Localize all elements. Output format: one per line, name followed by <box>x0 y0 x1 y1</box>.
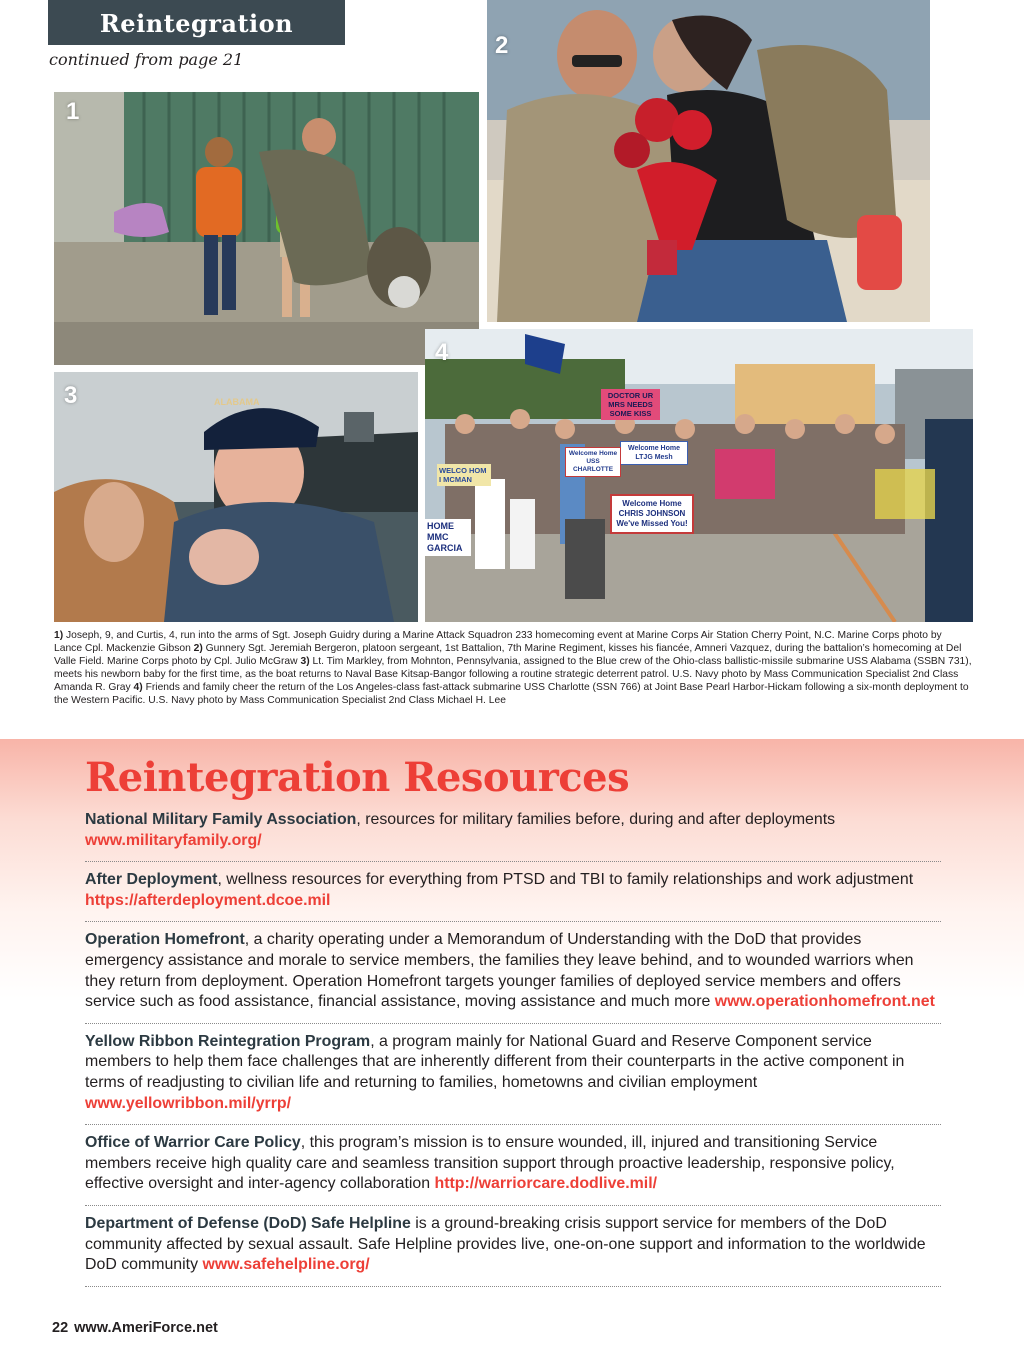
resource-desc: , a program mainly for National Guard and Reserve Component service members to help them face challenges that are inherently different from their counterparts in the active component in terms of readjusting to civilian life and returning to families, hometowns and civilian employment <box>85 1032 905 1091</box>
footer-site-link[interactable]: www.AmeriForce.net <box>74 1320 218 1336</box>
photo-2-image <box>487 0 930 322</box>
resource-link[interactable]: www.yellowribbon.mil/yrrp/ <box>85 1094 292 1112</box>
resources-title: Reintegration Resources <box>85 754 630 801</box>
sign-ltjg: Welcome Home LTJG Mesh <box>620 441 688 465</box>
resource-desc: , resources for military families before, during and after deployments <box>356 811 836 828</box>
photo-2-number: 2 <box>495 32 509 59</box>
resource-name: Operation Homefront <box>85 931 245 949</box>
sign-doctor: DOCTOR UR MRS NEEDS SOME KISS <box>601 389 660 420</box>
resource-link[interactable]: www.operationhomefront.net <box>714 993 935 1011</box>
resource-item-after-deployment <box>85 870 941 922</box>
resource-item-operation-homefront <box>85 930 941 1023</box>
resource-name: Office of Warrior Care Policy <box>85 1134 301 1152</box>
resource-desc: , a charity operating under a Memorandum of Understanding with the DoD that provides emergency assistance and morale to service members, the families they leave behind, and to wounded warriors when they return from deployment. Operation Homefront targets younger families of deployed service members and offers service such as food assistance, financial assistance, moving assistance and much more <box>85 931 914 1011</box>
photo-1 <box>54 92 479 365</box>
photo-1-number: 1 <box>66 98 80 125</box>
photo-4-number: 4 <box>435 339 449 366</box>
caption-num-3: 3) <box>300 655 310 667</box>
sign-mmc-garcia: HOME MMC GARCIA <box>425 519 471 556</box>
caption-num-4: 4) <box>133 681 143 693</box>
resource-link[interactable]: www.militaryfamily.org/ <box>85 831 262 849</box>
photo-3-image <box>54 372 418 622</box>
resource-desc: , this program’s mission is to ensure wounded, ill, injured and transitioning Service members receive high quality care and seamless transition support through proactive leadership, responsive policy, effective oversight and inter-agency collaboration <box>85 1134 895 1193</box>
section-title: Reintegration <box>48 0 345 45</box>
resource-name: After Deployment <box>85 871 218 889</box>
photo-4-image <box>425 329 973 622</box>
photo-3-number: 3 <box>64 382 78 409</box>
photo-3-cap-text: ALABAMA <box>214 397 260 407</box>
resource-item-safe-helpline <box>85 1214 941 1287</box>
sign-charlotte: Welcome Home USS CHARLOTTE <box>565 447 621 477</box>
photo-4 <box>425 329 973 622</box>
resource-item-nmfa <box>85 810 941 862</box>
sign-chris-johnson: Welcome Home CHRIS JOHNSON We've Missed You! <box>610 494 694 534</box>
photo-1-image <box>54 92 479 365</box>
photo-caption <box>54 630 972 707</box>
caption-text-3: Lt. Tim Markley, from Mohnton, Pennsylvania, assigned to the Blue crew of the Ohio-class ballistic-missile submarine USS Alabama (SSBN 731), meets his newborn baby for the first time, as the boat returns to Naval Base Kitsap-Bangor following a routine strategic deterrent patrol. U.S. Navy photo by Mass Communication Specialist 2nd Class Amanda R. Gray <box>54 655 972 693</box>
caption-text-1: Joseph, 9, and Curtis, 4, run into the arms of Sgt. Joseph Guidry during a Marine Attack Squadron 233 homecoming event at Marine Corps Air Station Cherry Point, N.C. Marine Corps photo by Lance Cpl. Mackenzie Gibson <box>54 630 942 654</box>
resource-desc: , wellness resources for everything from PTSD and TBI to family relationships and work adjustment <box>217 871 914 889</box>
caption-text-2: Gunnery Sgt. Jeremiah Bergeron, platoon sergeant, 1st Battalion, 7th Marine Regiment, kisses his fiancée, Amneri Vazquez, during the battalion’s homecoming at Del Valle Field. Marine Corps photo by Cpl. Julio McGraw <box>54 642 962 667</box>
caption-num-1: 1) <box>54 630 64 641</box>
resource-item-yellow-ribbon <box>85 1032 941 1125</box>
resource-link[interactable]: www.safehelpline.org/ <box>202 1256 370 1274</box>
photo-3 <box>54 372 418 622</box>
caption-num-2: 2) <box>193 642 203 654</box>
resource-name: National Military Family Association <box>85 811 357 828</box>
resource-link[interactable]: https://afterdeployment.dcoe.mil <box>85 891 331 909</box>
caption-text-4: Friends and family cheer the return of the Los Angeles-class fast-attack submarine USS Charlotte (SSN 766) at Joint Base Pearl Harbor-Hickam following a six-month deployment to the Western Pacific. U.S. Navy photo by Mass Communication Specialist 2nd Class Michael H. Lee <box>54 681 969 706</box>
resource-link[interactable]: http://warriorcare.dodlive.mil/ <box>434 1175 658 1193</box>
resource-name: Department of Defense (DoD) Safe Helpline <box>85 1214 411 1232</box>
page-number: 22 <box>52 1320 69 1336</box>
resource-item-warrior-care <box>85 1133 941 1206</box>
resource-desc: is a ground-breaking crisis support service for members of the DoD community affected by sexual assault. Safe Helpline provides live, one-on-one support and information to the worldwide DoD community <box>85 1214 926 1274</box>
page-footer <box>52 1320 218 1336</box>
photo-2 <box>487 0 930 322</box>
continued-note: continued from page 21 <box>49 50 244 69</box>
resource-name: Yellow Ribbon Reintegration Program <box>85 1032 371 1050</box>
resources-list <box>85 810 941 1295</box>
sign-welcome-left: WELCO HOM I MCMAN <box>437 464 491 486</box>
